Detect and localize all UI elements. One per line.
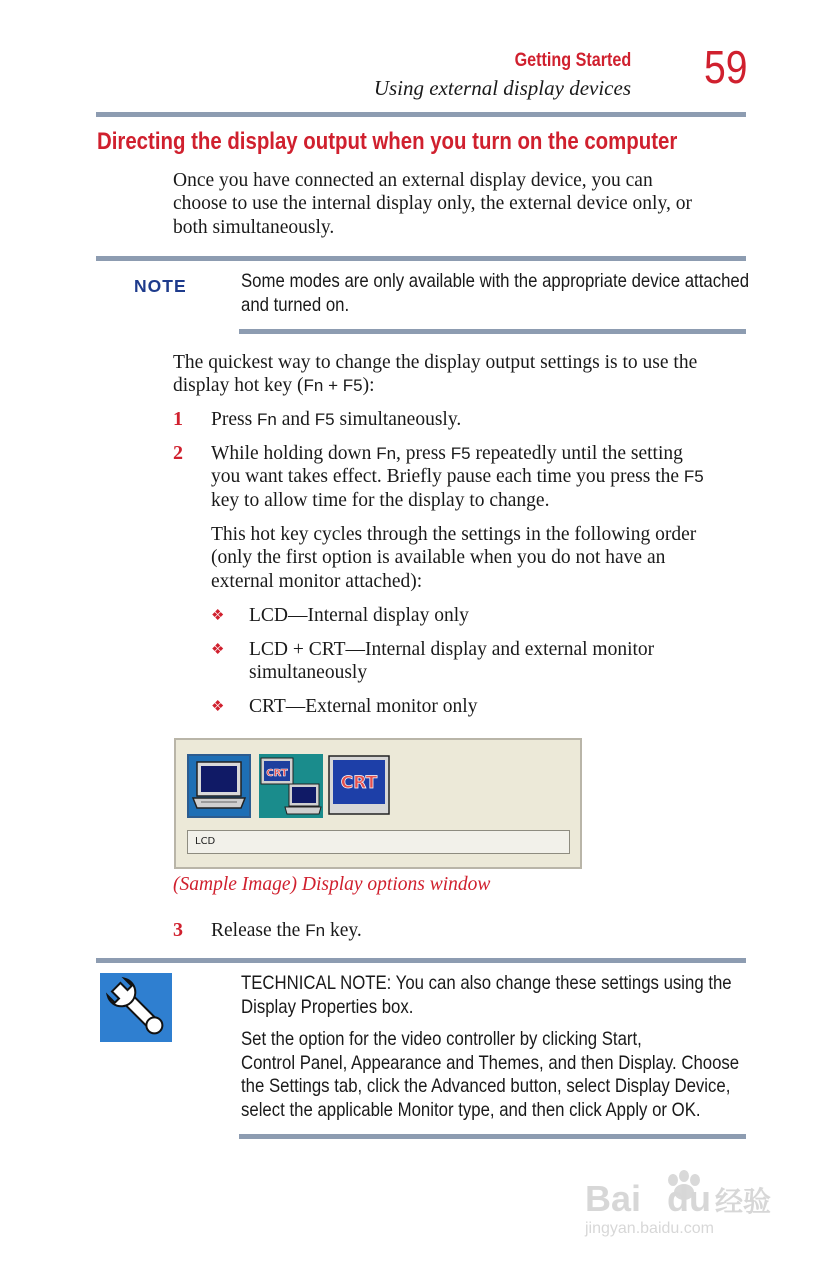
- intro-line: choose to use the internal display only, the external device only, or: [173, 193, 692, 215]
- step-text: While holding down Fn, press F5 repeatedly until the setting you want takes effect. Briefly pause each time you press the F5 key to allow time for the display to change.: [211, 443, 704, 511]
- step-text: Release the Fn key.: [211, 920, 362, 941]
- wrench-graphic: [100, 973, 172, 1042]
- key-name: F5: [450, 444, 471, 463]
- crt-monitor-icon: [327, 754, 391, 818]
- hotkey-paragraph: [173, 351, 753, 398]
- lcd-crt-combo-icon: [259, 754, 323, 818]
- bullet-icon: ❖: [211, 608, 225, 624]
- tech-note-bottom-rule: [239, 1134, 746, 1139]
- step-number: 2: [173, 442, 183, 464]
- intro-line: both simultaneously.: [173, 216, 335, 238]
- note-bottom-rule: [239, 329, 746, 334]
- baidu-watermark: [583, 1170, 783, 1255]
- key-name: Fn: [305, 921, 326, 940]
- hotkey-line: display hot key (Fn + F5):: [173, 375, 375, 397]
- running-header-subsection: Using external display devices: [373, 76, 631, 100]
- header-rule: [96, 112, 746, 117]
- note-text: [241, 270, 749, 317]
- intro-paragraph: [173, 169, 753, 239]
- note-line: and turned on.: [241, 293, 350, 316]
- display-options-window: [174, 738, 582, 869]
- bullet-item: CRT—External monitor only: [249, 696, 478, 717]
- bullet-item: LCD + CRT—Internal display and external monitor simultaneously: [249, 639, 655, 684]
- note-top-rule: [96, 256, 746, 261]
- key-name: F5: [683, 467, 704, 487]
- key-combo: Fn + F5: [303, 376, 363, 396]
- watermark-brand: Bai du 经验: [585, 1178, 772, 1219]
- figure-caption: (Sample Image) Display options window: [173, 874, 491, 895]
- display-mode-field[interactable]: LCD: [187, 830, 570, 854]
- hotkey-line: The quickest way to change the display output settings is to use the: [173, 352, 698, 373]
- key-name: F5: [314, 410, 335, 429]
- key-name: Fn: [376, 444, 397, 463]
- tech-note-top-rule: [96, 958, 746, 963]
- bullet-icon: ❖: [211, 699, 225, 715]
- tech-note-paragraph: TECHNICAL NOTE: You can also change these settings using the Display Properties box.: [241, 972, 732, 1018]
- bullet-icon: ❖: [211, 642, 225, 658]
- cycle-paragraph: This hot key cycles through the settings in the following order (only the first option is available when you do not have an external monitor attached):: [211, 524, 697, 592]
- step-number: 1: [173, 408, 183, 430]
- wrench-icon: [100, 973, 172, 1042]
- crt-small-label: CRT: [266, 768, 288, 779]
- lcd-icon[interactable]: [187, 754, 251, 818]
- crt-label: CRT: [340, 773, 378, 793]
- section-heading: Directing the display output when you turn on the computer: [97, 128, 678, 155]
- crt-icon[interactable]: [327, 754, 391, 818]
- laptop-icon: [189, 756, 249, 816]
- page-number: 59: [704, 41, 748, 93]
- tech-note-paragraph: Set the option for the video controller by clicking Start, Control Panel, Appearance and Themes, and then Display. Choose the Settings tab, click the Advanced button, select Display Device, select the applicable Monitor type, and then click Apply or OK.: [241, 1028, 740, 1121]
- note-line: Some modes are only available with the appropriate device attached: [241, 270, 750, 292]
- bullet-item: LCD—Internal display only: [249, 605, 469, 626]
- step-text: Press Fn and F5 simultaneously.: [211, 409, 462, 430]
- watermark-url: jingyan.baidu.com: [585, 1220, 714, 1237]
- note-label: NOTE: [134, 276, 187, 296]
- key-name: Fn: [257, 410, 277, 429]
- lcd-crt-icon[interactable]: [259, 754, 323, 818]
- intro-line: Once you have connected an external display device, you can: [173, 170, 653, 191]
- running-header-section: Getting Started: [514, 50, 631, 71]
- step-number: 3: [173, 919, 183, 941]
